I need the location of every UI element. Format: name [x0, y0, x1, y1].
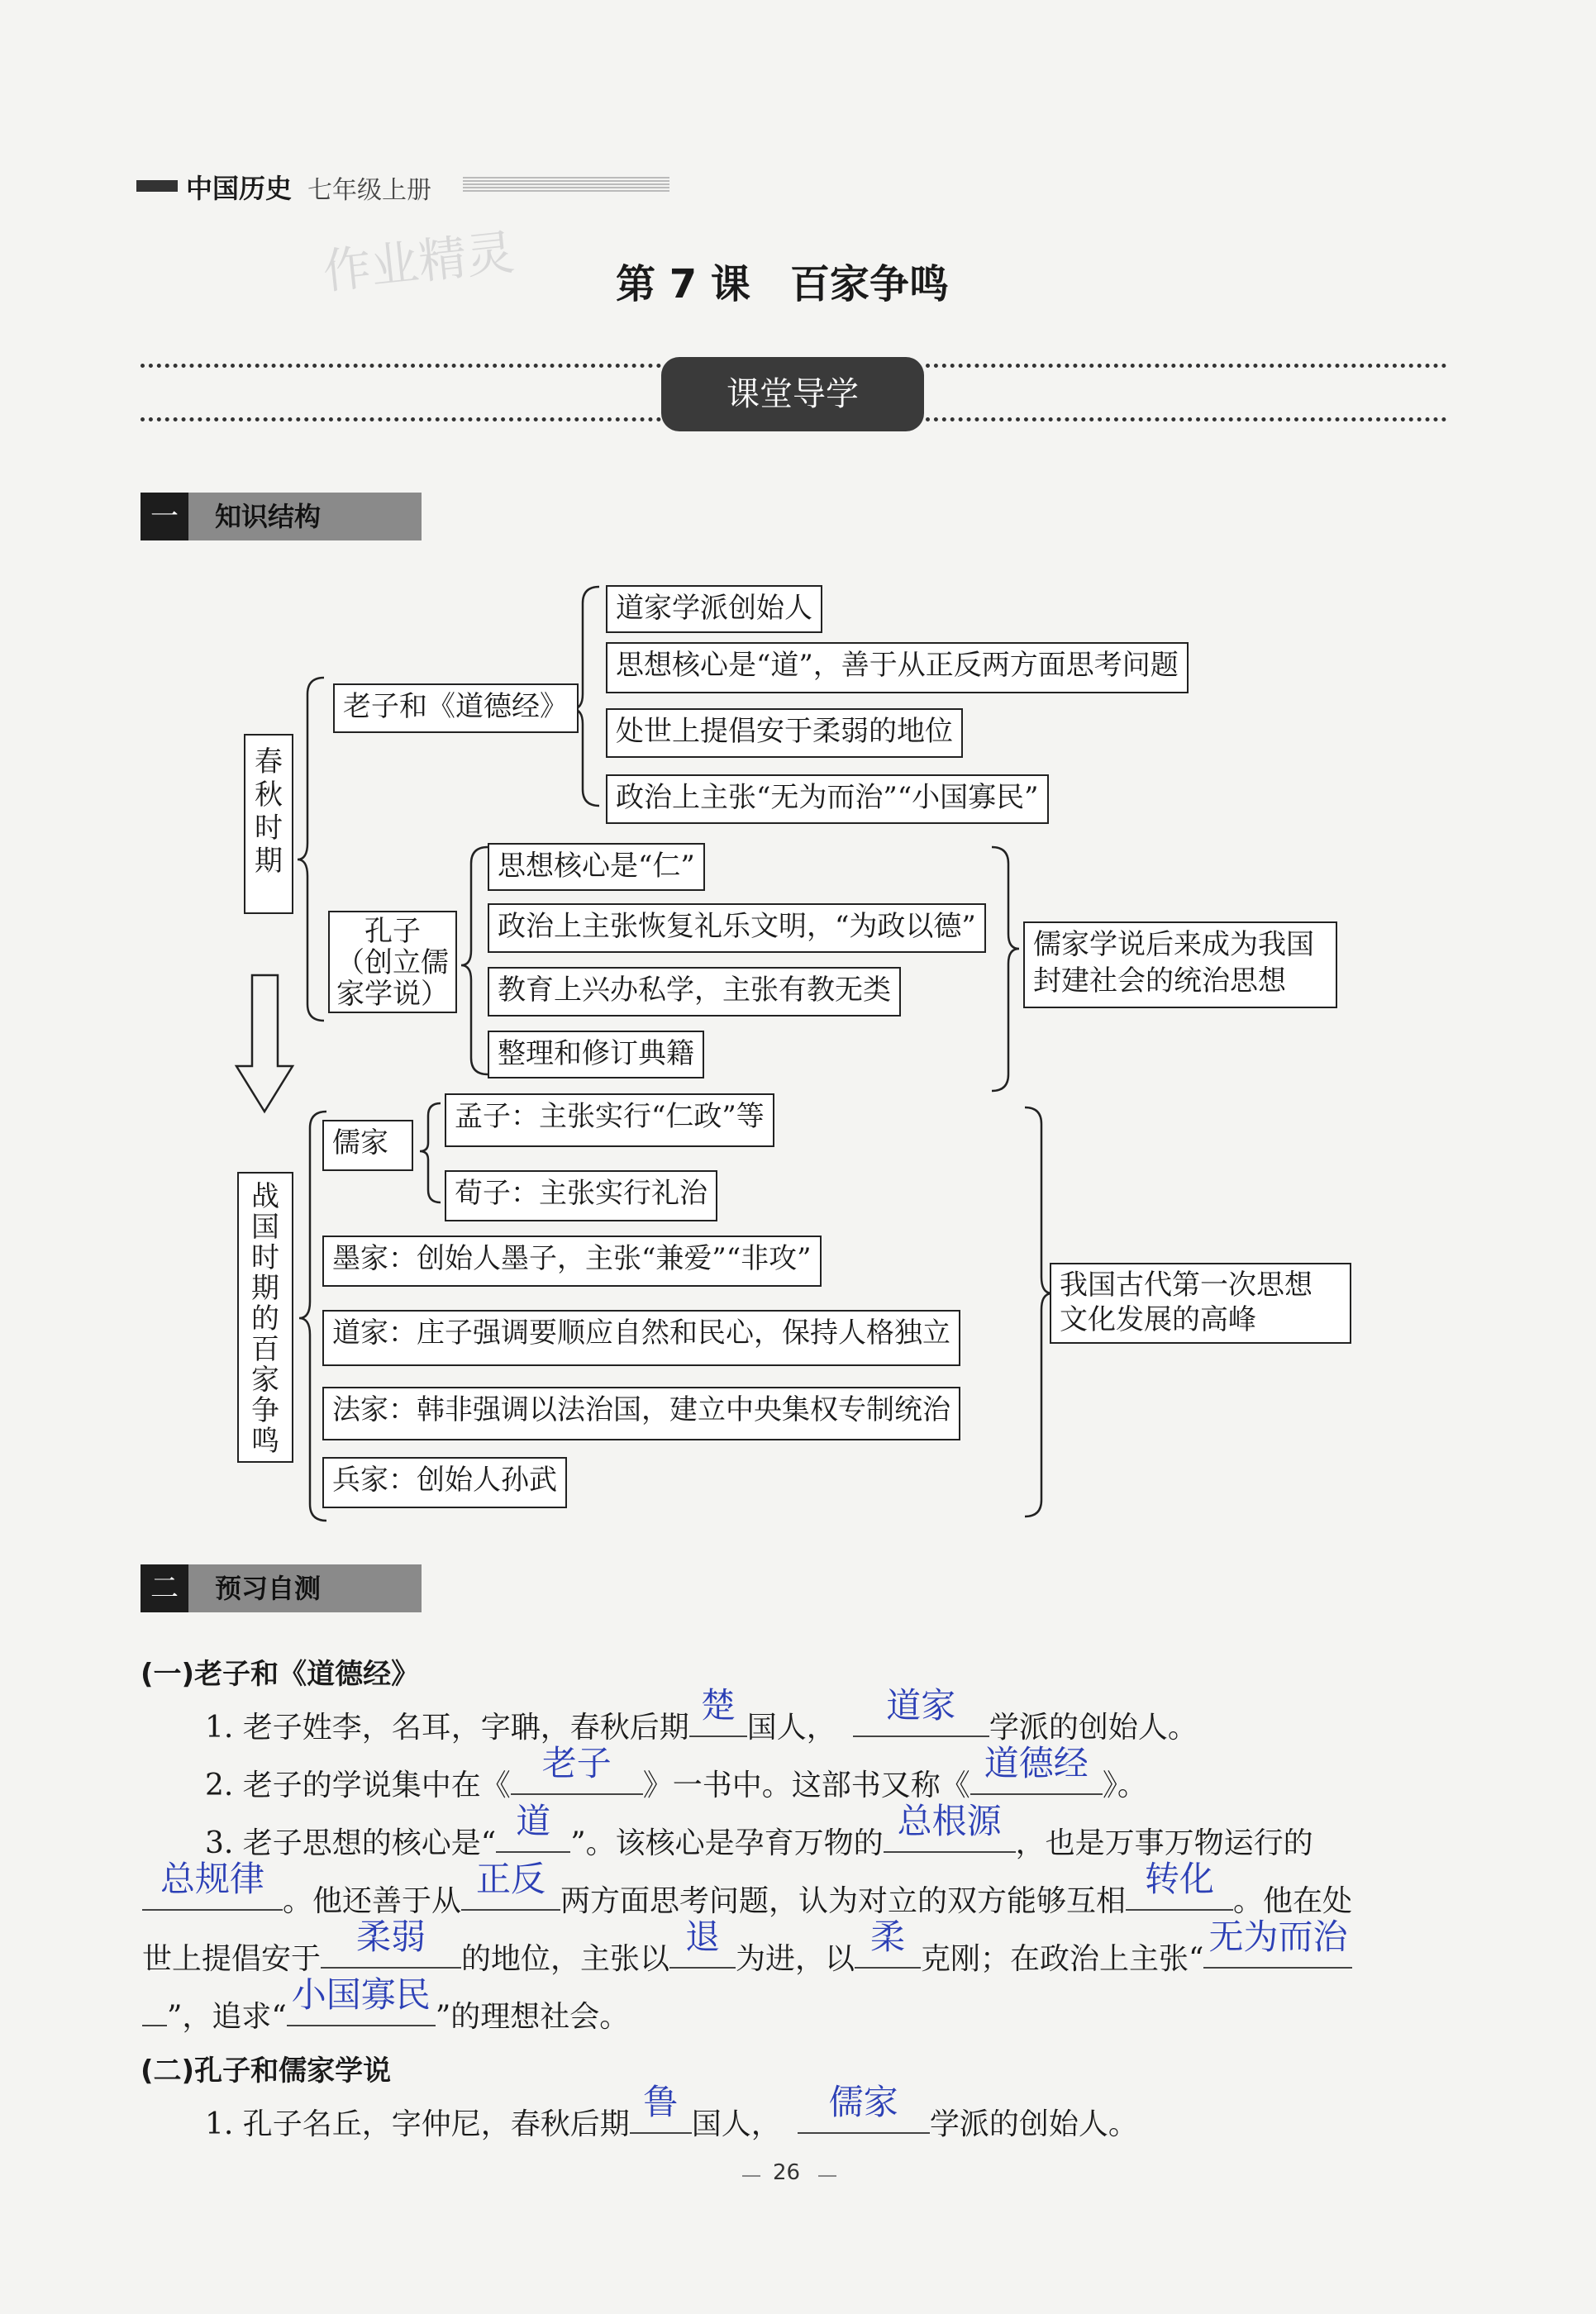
- answer: 总根源: [897, 1801, 1002, 1841]
- confucius-result-line1: 儒家学说后来成为我国: [1033, 928, 1314, 961]
- part1-title: (一)老子和《道德经》: [141, 1658, 420, 1691]
- q-text: 》。: [1102, 1769, 1147, 1802]
- page-number: 26: [773, 2160, 801, 2185]
- question-3-line4: [142, 1974, 630, 2042]
- grade-label: 七年级上册: [307, 176, 431, 205]
- section-banner: 课堂导学: [661, 357, 924, 431]
- watermark: 作业精灵: [320, 224, 517, 300]
- confucius-item-4: 整理和修订典籍: [488, 1031, 704, 1078]
- q-text: 国人，: [746, 1711, 836, 1745]
- spring-autumn-label: 春秋时期: [244, 734, 293, 914]
- answer: 总规律: [160, 1859, 264, 1899]
- answer-blank[interactable]: [511, 1743, 643, 1795]
- answer-blank[interactable]: [669, 1916, 736, 1969]
- book-title: 中国历史: [186, 173, 293, 204]
- q-text: 。他还善于从: [283, 1884, 462, 1918]
- answer: 转化: [1145, 1859, 1215, 1899]
- q-text: ”。该核心是孕育万物的: [570, 1826, 884, 1860]
- answer-blank[interactable]: [630, 2082, 692, 2134]
- laozi-label: 老子和《道德经》: [333, 683, 579, 733]
- answer-blank[interactable]: [853, 1685, 989, 1737]
- answer-blank[interactable]: [496, 1801, 570, 1853]
- answer-blank[interactable]: [287, 1974, 436, 2026]
- section-number: 一: [141, 493, 188, 540]
- answer-blank[interactable]: [1203, 1916, 1352, 1969]
- warring-states-label: 战国时期的百家争鸣: [237, 1172, 293, 1463]
- answer: 鲁: [643, 2082, 679, 2122]
- lesson-title: 第 7 课 百家争鸣: [616, 261, 949, 307]
- q-text: 世上提倡安于: [142, 1942, 322, 1976]
- question-4: [205, 2082, 1138, 2150]
- q-text: 两方面思考问题，认为对立的双方能够互相: [560, 1884, 1127, 1918]
- brace-confucius-right: [992, 847, 1019, 1091]
- ru-item-mencius: 孟子：主张实行“仁政”等: [445, 1093, 774, 1147]
- confucius-label-line1: 孔子: [364, 915, 421, 948]
- q-text: 3. 老子思想的核心是“: [205, 1826, 497, 1860]
- q-text: 2. 老子的学说集中在《: [205, 1769, 511, 1802]
- section-title: 知识结构: [215, 501, 322, 532]
- confucius-label: [328, 911, 457, 1013]
- answer-blank[interactable]: [689, 1685, 747, 1737]
- q-text: ，也是万事万物运行的: [1015, 1826, 1313, 1860]
- confucius-item-1: 思想核心是“仁”: [488, 843, 705, 891]
- brace-warring-right: [1025, 1107, 1052, 1516]
- laozi-item-1: 道家学派创始人: [606, 585, 822, 633]
- q-text: 1. 老子姓李，名耳，字聃，春秋后期: [205, 1711, 689, 1745]
- answer: 退: [685, 1916, 721, 1957]
- answer: 楚: [700, 1685, 736, 1726]
- answer-blank[interactable]: [884, 1801, 1016, 1853]
- laozi-item-4: 政治上主张“无为而治”“小国寡民”: [606, 774, 1049, 824]
- answer: 儒家: [828, 2082, 898, 2122]
- q-text: 国人，: [691, 2107, 781, 2141]
- down-arrow: [236, 975, 293, 1112]
- answer: 小国寡民: [291, 1974, 431, 2015]
- answer: 道: [516, 1801, 551, 1841]
- school-fa: 法家：韩非强调以法治国，建立中央集权专制统治: [322, 1387, 960, 1440]
- answer-blank[interactable]: [1126, 1859, 1233, 1911]
- answer-blank[interactable]: [970, 1743, 1103, 1795]
- school-bing: 兵家：创始人孙武: [322, 1457, 567, 1508]
- answer: 柔弱: [356, 1916, 426, 1957]
- q-text: 。他在处: [1233, 1884, 1353, 1918]
- answer: 道家: [886, 1685, 956, 1726]
- school-dao: 道家：庄子强调要顺应自然和民心，保持人格独立: [322, 1310, 960, 1366]
- confucius-label-line2: （创立儒: [336, 946, 449, 979]
- q-text: 的地位，主张以: [461, 1942, 670, 1976]
- answer: 老子: [541, 1743, 612, 1783]
- section-title: 预习自测: [215, 1573, 322, 1604]
- answer-blank-tail: [142, 1990, 167, 2026]
- confucius-result: [1023, 921, 1337, 1008]
- peak-result-line2: 文化发展的高峰: [1060, 1303, 1256, 1336]
- answer-blank[interactable]: [461, 1859, 560, 1911]
- answer: 道德经: [984, 1743, 1089, 1783]
- answer: 正反: [476, 1859, 546, 1899]
- q-text: ”，追求“: [167, 2000, 287, 2034]
- q-text: 为进，以: [736, 1942, 855, 1976]
- laozi-item-3: 处世上提倡安于柔弱的地位: [606, 708, 963, 758]
- q-text: 学派的创始人。: [989, 1711, 1198, 1745]
- ru-label: 儒家: [322, 1120, 413, 1171]
- ru-item-xunzi: 荀子：主张实行礼治: [445, 1170, 717, 1221]
- confucius-result-line2: 封建社会的统治思想: [1033, 964, 1286, 997]
- answer: 柔: [870, 1916, 906, 1957]
- q-text: ”的理想社会。: [435, 2000, 630, 2034]
- brace-ru: [420, 1103, 441, 1202]
- laozi-item-2: 思想核心是“道”，善于从正反两方面思考问题: [606, 642, 1189, 693]
- page-number-rule-right: [818, 2175, 836, 2177]
- peak-result-line1: 我国古代第一次思想: [1060, 1269, 1313, 1302]
- q-text: 》一书中。这部书又称《: [642, 1769, 970, 1802]
- confucius-item-3: 教育上兴办私学，主张有教无类: [488, 967, 901, 1017]
- answer: 无为而治: [1208, 1916, 1348, 1957]
- answer-blank[interactable]: [142, 1859, 283, 1911]
- q-text: 克刚；在政治上主张“: [921, 1942, 1204, 1976]
- school-mo: 墨家：创始人墨子，主张“兼爱”“非攻”: [322, 1236, 822, 1287]
- brace-spring-autumn: [298, 678, 324, 1021]
- answer-blank[interactable]: [798, 2082, 930, 2134]
- page-number-rule-left: [742, 2175, 760, 2177]
- part2-title: (二)孔子和儒家学说: [141, 2055, 392, 2088]
- q-text: 学派的创始人。: [929, 2107, 1138, 2141]
- answer-blank[interactable]: [321, 1916, 461, 1969]
- brace-confucius: [461, 847, 488, 1074]
- section-number: 二: [141, 1564, 188, 1612]
- confucius-label-line3: 家学说）: [336, 978, 449, 1011]
- q-text: 1. 孔子名丘，字仲尼，春秋后期: [205, 2107, 630, 2141]
- peak-result: [1050, 1263, 1351, 1344]
- confucius-item-2: 政治上主张恢复礼乐文明，“为政以德”: [488, 903, 986, 953]
- section-header-pretest: [141, 1564, 422, 1612]
- answer-blank[interactable]: [855, 1916, 921, 1969]
